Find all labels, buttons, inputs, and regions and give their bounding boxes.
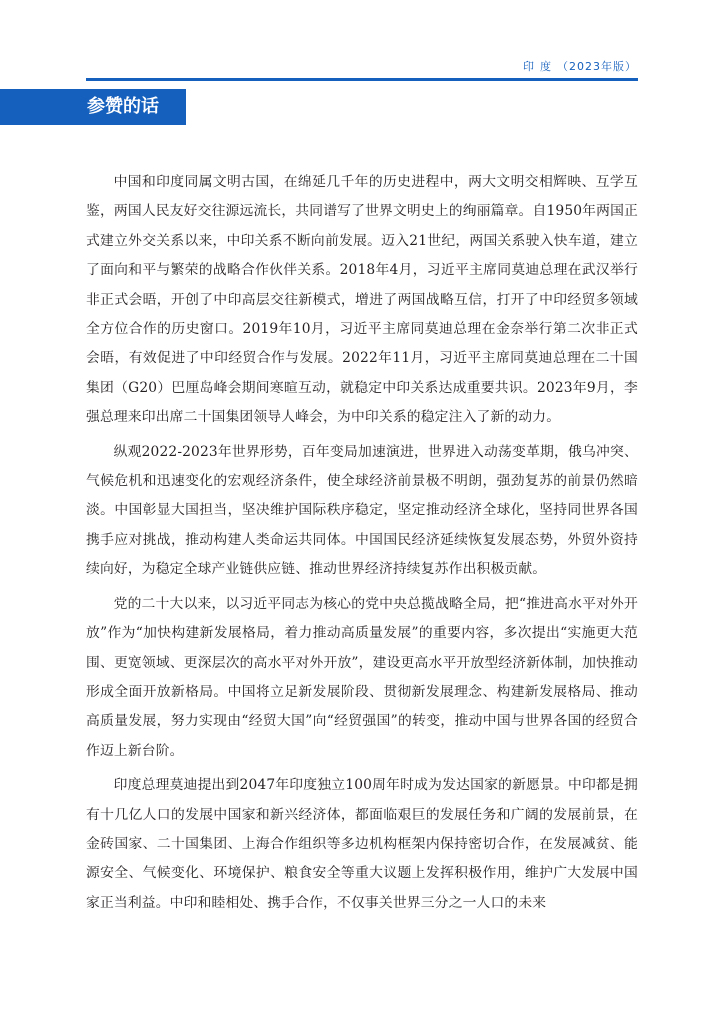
- header-edition: （2023年版）: [557, 60, 637, 73]
- header-country: 印度: [523, 60, 557, 73]
- header-rule: [86, 78, 638, 81]
- section-title: 参赞的话: [0, 89, 186, 125]
- body-text: [86, 168, 638, 923]
- paragraph-4: 印度总理莫迪提出到2047年印度独立100周年时成为发达国家的新愿景。中印都是拥有十几亿人口的发展中国家和新兴经济体，都面临艰巨的发展任务和广阔的发展前景，在金砖国家、二十国集团、上海合作组织等多边机构框架内保持密切合作，在发展减贫、能源安全、气候变化、环境保护、粮食安全等重大议题上发挥积极作用，维护广大发展中国家正当利益。中印和睦相处、携手合作，不仅事关世界三分之一人口的未来: [86, 777, 638, 911]
- paragraph-3: 党的二十大以来，以习近平同志为核心的党中央总揽战略全局，把“推进高水平对外开放”作为“加快构建新发展格局，着力推动高质量发展”的重要内容，多次提出“实施更大范围、更宽领域、更深层次的高水平对外开放”，建设更高水平开放型经济新体制，加快推动形成全面开放新格局。中国将立足新发展阶段、贯彻新发展理念、构建新发展格局、推动高质量发展，努力实现由“经贸大国”向“经贸强国”的转变，推动中国与世界各国的经贸合作迈上新台阶。: [86, 595, 638, 759]
- running-header: [523, 58, 637, 74]
- paragraph-1: 中国和印度同属文明古国，在绵延几千年的历史进程中，两大文明交相辉映、互学互鉴，两国人民友好交往源远流长，共同谱写了世界文明史上的绚丽篇章。自1950年两国正式建立外交关系以来，中印关系不断向前发展。迈入21世纪，两国关系驶入快车道，建立了面向和平与繁荣的战略合作伙伴关系。2018年4月，习近平主席同莫迪总理在武汉举行非正式会晤，开创了中印高层交往新模式，增进了两国战略互信，打开了中印经贸多领域全方位合作的历史窗口。2019年10月，习近平主席同莫迪总理在金奈举行第二次非正式会晤，有效促进了中印经贸合作与发展。2022年11月，习近平主席同莫迪总理在二十国集团（G20）巴厘岛峰会期间寒暄互动，就稳定中印关系达成重要共识。2023年9月，李强总理来印出席二十国集团领导人峰会，为中印关系的稳定注入了新的动力。: [86, 174, 638, 426]
- paragraph-2: 纵观2022-2023年世界形势，百年变局加速演进，世界进入动荡变革期，俄乌冲突、气候危机和迅速变化的宏观经济条件，使全球经济前景极不明朗，强劲复苏的前景仍然暗淡。中国彰显大国担当，坚决维护国际秩序稳定，坚定推动经济全球化，坚持同世界各国携手应对挑战，推动构建人类命运共同体。中国国民经济延续恢复发展态势，外贸外资持续向好，为稳定全球产业链供应链、推动世界经济持续复苏作出积极贡献。: [86, 443, 638, 578]
